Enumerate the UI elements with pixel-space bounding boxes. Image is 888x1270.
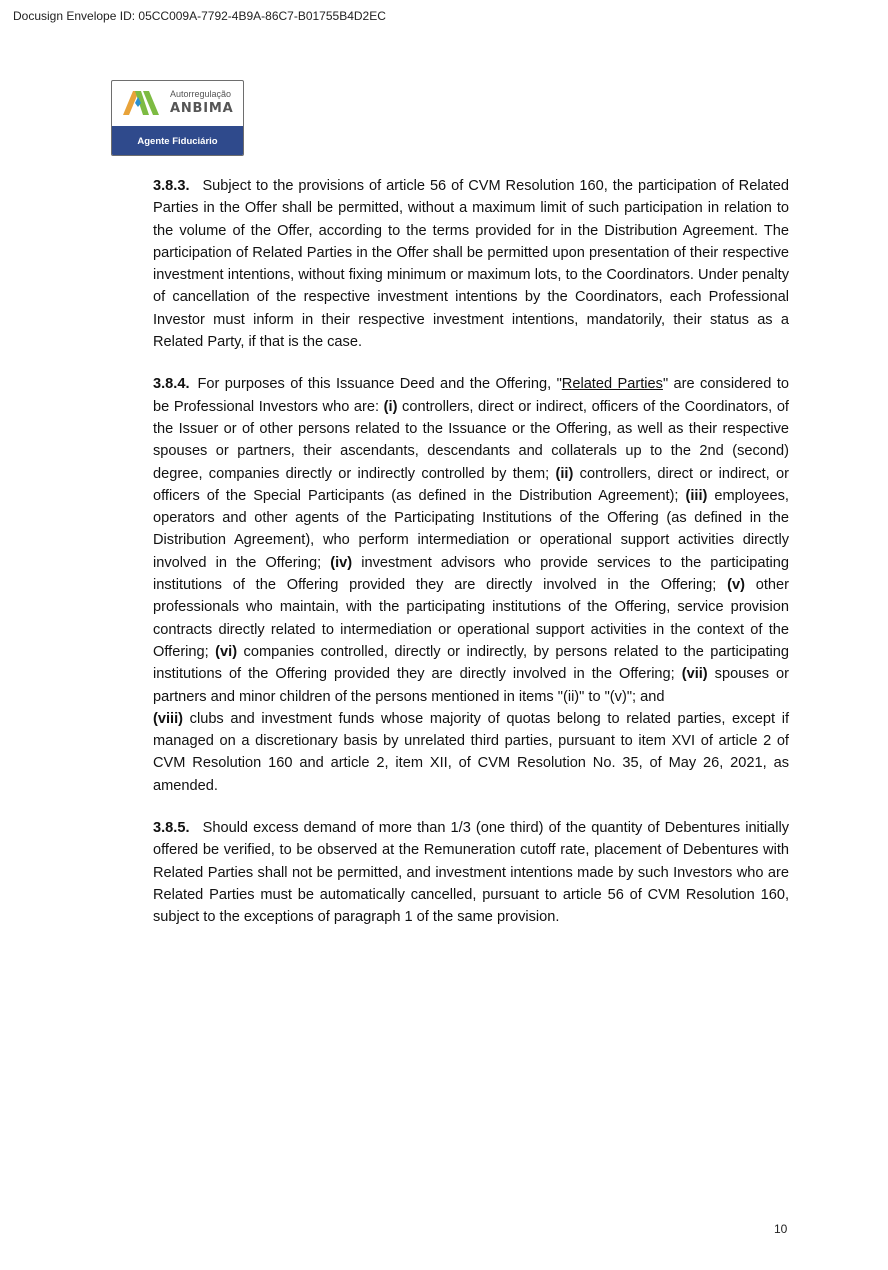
section-text: Should excess demand of more than 1/3 (one third) of the quantity of Debentures initially offered be verified, to be observed at the Remuneration cutoff rate, placement of Debentures with Related Parties shall not be permitted, and investment intentions made by such Investors who are Related Parties must be automatically cancelled, pursuant to article 56 of CVM Resolution 160, subject to the exceptions of paragraph 1 of the same provision. [153, 820, 789, 926]
section-number: 3.8.3. [153, 178, 190, 194]
anbima-mark-icon [121, 89, 161, 117]
item-text: controllers, direct or indirect, or officers of the Special Participants (as defined in the Distribution Agreement); [153, 465, 790, 504]
docusign-envelope-id: Docusign Envelope ID: 05CC009A-7792-4B9A-86C7-B01755B4D2EC [13, 9, 386, 23]
page-number: 10 [774, 1222, 788, 1236]
item-text: clubs and investment funds whose majority of quotas belong to related parties, except if managed on a discretionary basis by unrelated third parties, pursuant to item XVI of article 2 of CVM Resolution 160 and article 2, item XII, of CVM Resolution No. 35, of May 26, 2021, as amended. [153, 710, 789, 794]
defined-term: Related Parties [561, 376, 663, 393]
section-number: 3.8.4. [153, 376, 190, 393]
anbima-logo [111, 80, 244, 156]
item-text: spouses or partners and minor children of the persons mentioned in items "(ii)" to "(v)"; and [153, 666, 789, 705]
intro-text: " are considered to be Professional Investors who are: [153, 376, 789, 415]
item-label: (v) [727, 577, 745, 594]
item-label: (viii) [153, 710, 183, 727]
item-text: controllers, direct or indirect, officers of the Coordinators, of the Issuer or of other persons related to the Issuance or the Offering, as well as their respective spouses or partners, their ascendants, descendants and collaterals up to the 2nd (second) degree, companies directly or indirectly controlled by them; [153, 398, 789, 482]
logo-band: Agente Fiduciário [112, 126, 243, 156]
logo-top [112, 81, 243, 126]
section-text: Subject to the provisions of article 56 of CVM Resolution 160, the participation of Related Parties in the Offer shall be permitted, without a maximum limit of such participation in relation to the volume of the Offer, according to the terms provided for in the Distribution Agreement. The participation of Related Parties in the Offer shall be permitted upon presentation of their respective investment intentions, without fixing minimum or maximum lots, to the Coordinators. Under penalty of cancellation of the respective investment intentions by the Coordinators, each Professional Investor must inform in their respective investment intentions, mandatorily, their status as a Related Party, if that is the case. [153, 178, 789, 351]
item-label: (ii) [555, 465, 574, 482]
item-label: (vi) [215, 643, 238, 660]
logo-subtitle: Autorregulação [170, 89, 232, 99]
section-3-8-4 [153, 373, 789, 797]
item-label: (i) [383, 398, 398, 415]
item-label: (vii) [681, 666, 708, 683]
item-text: employees, operators and other agents of the Participating Institutions of the Offering (as defined in the Distribution Agreement), who perform intermediation or operational support activities directly involved in the Offering; [153, 487, 789, 571]
item-text: investment advisors who provide services to the participating institutions of the Offering provided they are directly involved in the Offering; [153, 554, 789, 594]
section-3-8-3 [153, 175, 789, 353]
item-text: other professionals who maintain, with the participating institutions of the Offering, service provision contracts directly related to intermediation or operational support activities in the context of the Offering; [153, 577, 789, 660]
document-body [153, 175, 789, 949]
intro-text: For purposes of this Issuance Deed and the Offering, " [197, 376, 562, 393]
item-text: companies controlled, directly or indirectly, by persons related to the participating institutions of the Offering provided they are directly involved in the Offering; [153, 643, 789, 683]
item-label: (iv) [330, 554, 353, 571]
item-label: (iii) [685, 487, 708, 504]
section-3-8-5 [153, 817, 789, 928]
section-number: 3.8.5. [153, 820, 190, 837]
logo-name: ANBIMA [170, 101, 234, 116]
